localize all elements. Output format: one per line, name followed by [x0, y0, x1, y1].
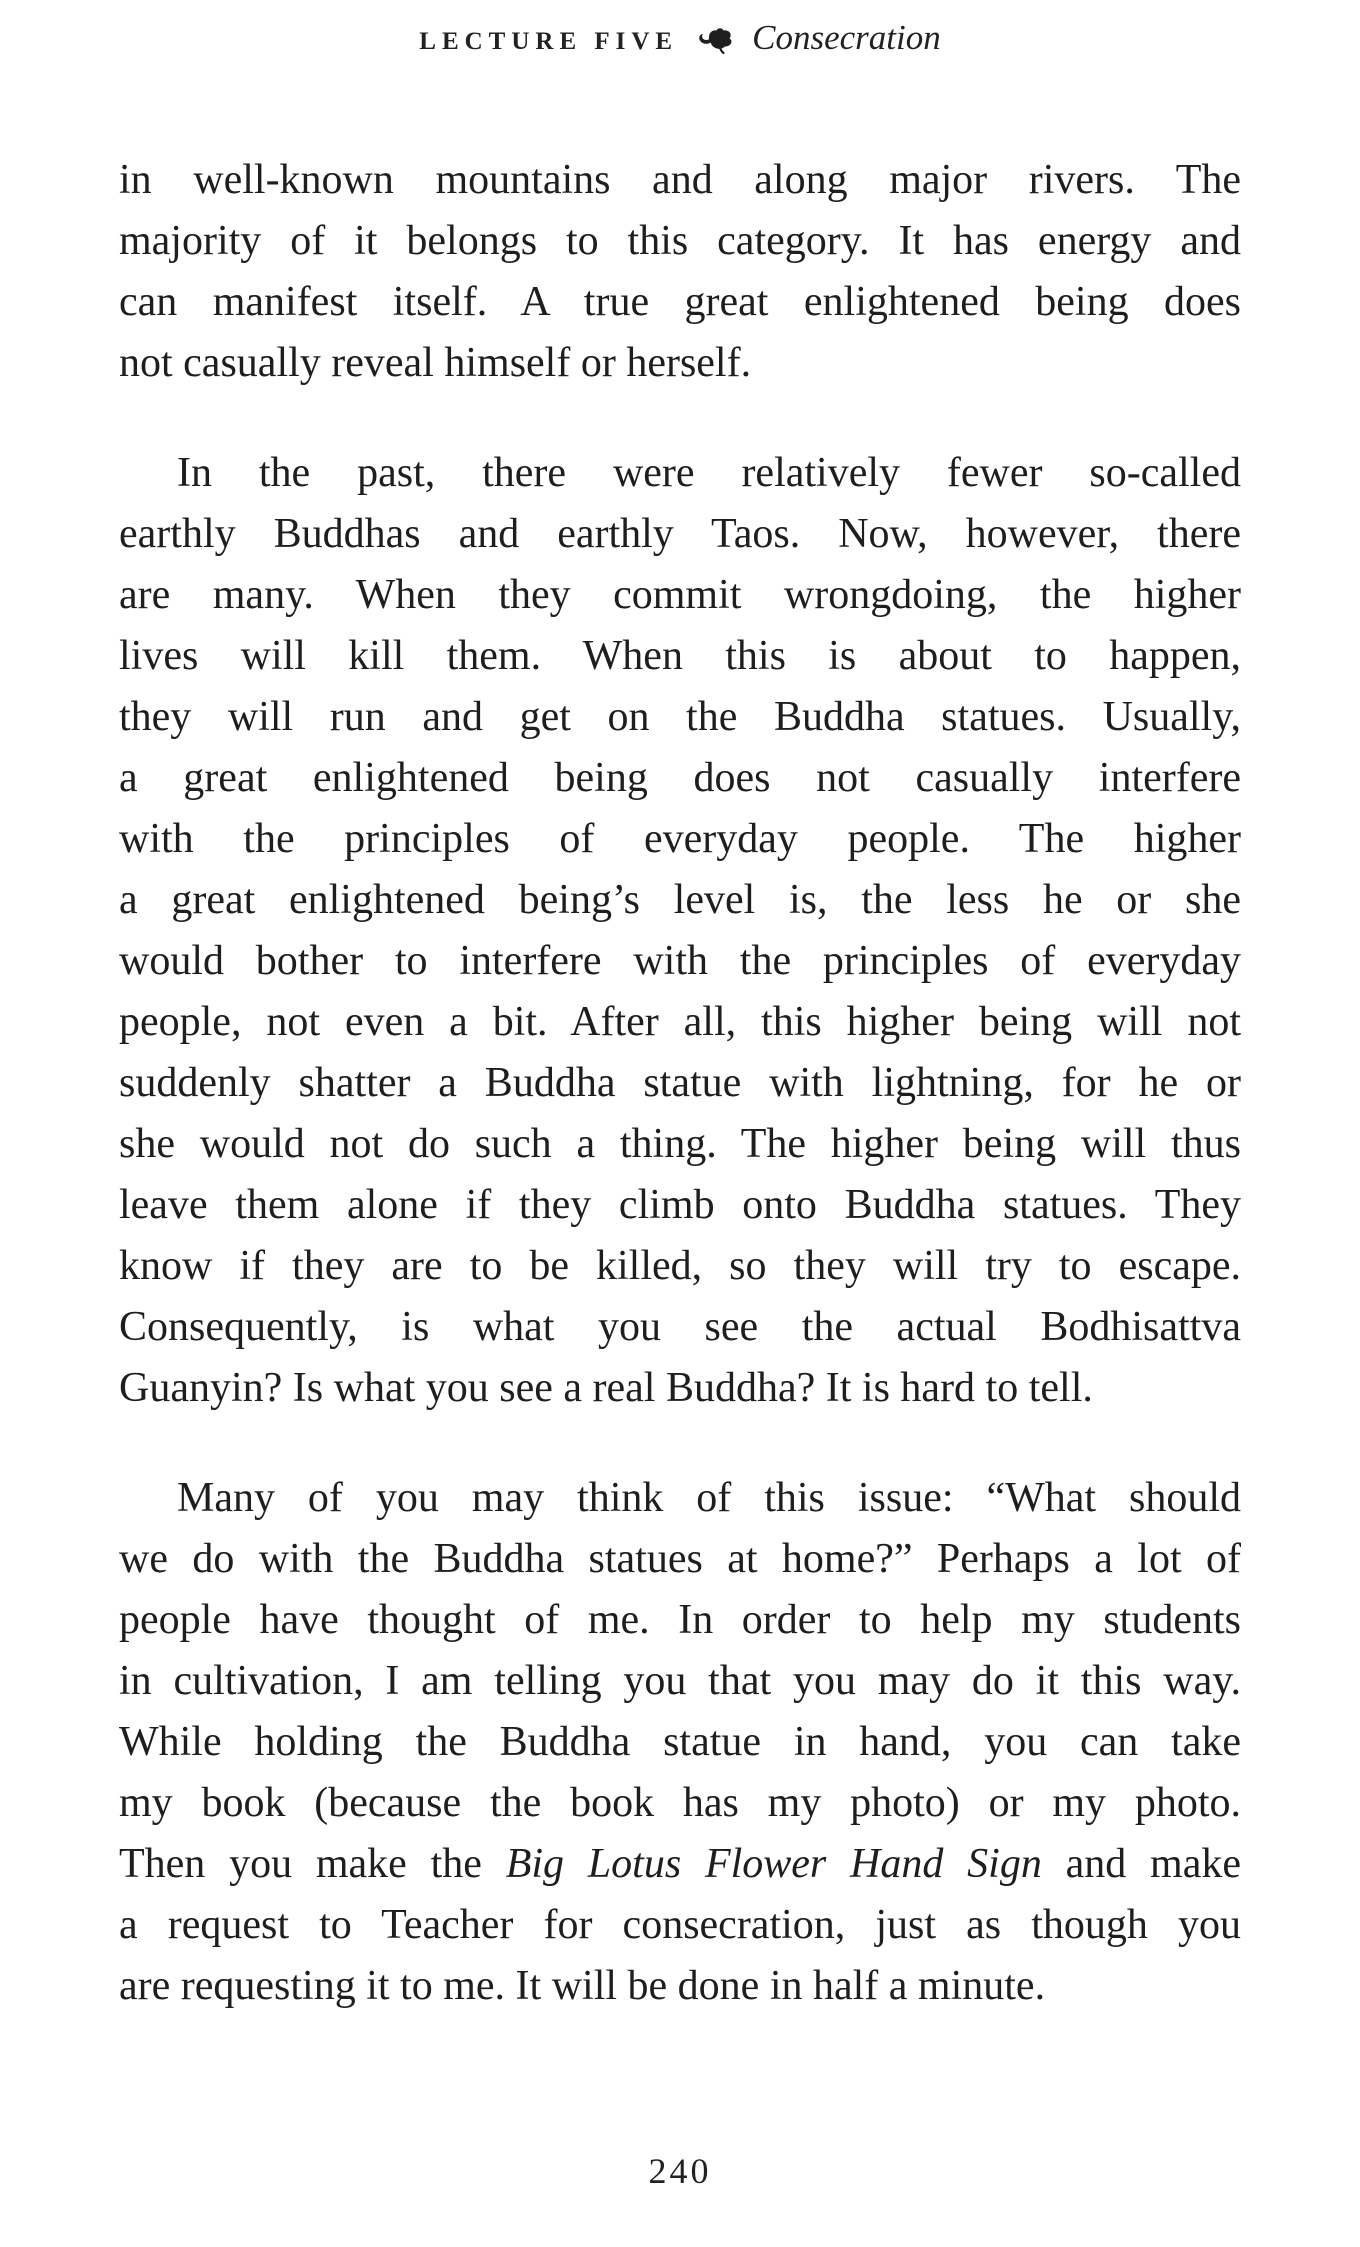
text-line: majority of it belongs to this category. It has energy and	[119, 218, 1241, 264]
text-line: can manifest itself. A true great enlightened being does	[119, 279, 1241, 325]
text-line: a request to Teacher for consecration, just as though you	[119, 1902, 1241, 1948]
text-line: a great enlightened being’s level is, the less he or she	[119, 877, 1241, 923]
text-line: are requesting it to me. It will be done in half a minute.	[119, 1963, 1046, 2009]
text-line: lives will kill them. When this is about to happen,	[119, 633, 1241, 679]
lecture-label: LECTURE FIVE	[419, 28, 679, 55]
text-line: with the principles of everyday people. The higher	[119, 816, 1241, 862]
text-line: Many of you may think of this issue: “What should	[177, 1475, 1241, 1521]
text-line: earthly Buddhas and earthly Taos. Now, however, there	[119, 511, 1241, 557]
text-line: suddenly shatter a Buddha statue with lightning, for he or	[119, 1060, 1241, 1106]
text-line: in well-known mountains and along major rivers. The	[119, 157, 1241, 203]
page-number: 240	[648, 2151, 712, 2191]
text-line: Consequently, is what you see the actual Bodhisattva	[119, 1304, 1241, 1350]
italic-phrase: Big Lotus Flower Hand Sign	[505, 1841, 1042, 1887]
text-line: know if they are to be killed, so they will try to escape.	[119, 1243, 1241, 1289]
text-line: they will run and get on the Buddha statues. Usually,	[119, 694, 1241, 740]
text-line: leave them alone if they climb onto Buddha statues. They	[119, 1182, 1241, 1228]
body-text	[119, 150, 1241, 2017]
text-line: Then you make the Big Lotus Flower Hand Sign and make	[119, 1841, 1241, 1887]
text-line: While holding the Buddha statue in hand, you can take	[119, 1719, 1241, 1765]
text-line: are many. When they commit wrongdoing, the higher	[119, 572, 1241, 618]
paragraph	[119, 443, 1241, 1419]
text-line: we do with the Buddha statues at home?” Perhaps a lot of	[119, 1536, 1241, 1582]
hedera-ornament-icon	[694, 25, 736, 60]
text-line: in cultivation, I am telling you that you may do it this way.	[119, 1658, 1241, 1704]
chapter-title: Consecration	[752, 18, 941, 57]
text-line: she would not do such a thing. The higher being will thus	[119, 1121, 1241, 1167]
paragraph	[119, 150, 1241, 394]
text-line: not casually reveal himself or herself.	[119, 340, 752, 386]
text-line: people, not even a bit. After all, this higher being will not	[119, 999, 1241, 1045]
text-line: my book (because the book has my photo) or my photo.	[119, 1780, 1241, 1826]
text-line: a great enlightened being does not casually interfere	[119, 755, 1241, 801]
text-line: people have thought of me. In order to help my students	[119, 1597, 1241, 1643]
text-line: In the past, there were relatively fewer so-called	[177, 450, 1241, 496]
text-line: Guanyin? Is what you see a real Buddha? It is hard to tell.	[119, 1365, 1093, 1411]
paragraph	[119, 1468, 1241, 2017]
text-line: would bother to interfere with the principles of everyday	[119, 938, 1241, 984]
running-head	[0, 18, 1360, 58]
